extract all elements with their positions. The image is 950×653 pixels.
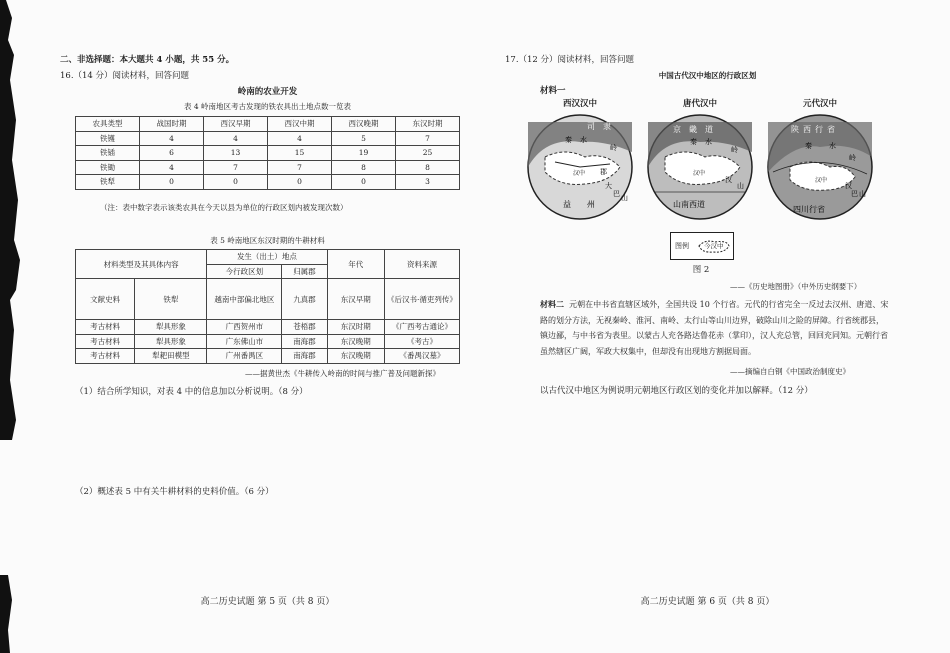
table-cell: 4 xyxy=(204,131,268,146)
map-label: 益 xyxy=(563,200,571,209)
table-header: 东汉时期 xyxy=(396,117,460,132)
table5-caption: 表 5 岭南地区东汉时期的牛耕材料 xyxy=(210,236,325,245)
map-label: 秦 xyxy=(565,136,572,144)
map-label: 汉中 xyxy=(815,177,828,184)
table-cell: 7 xyxy=(396,131,460,146)
map-label: 水 xyxy=(829,142,836,150)
table-cell: 4 xyxy=(140,131,204,146)
table-cell: 文献史料 xyxy=(76,279,135,320)
table-cell: 25 xyxy=(396,146,460,161)
map-label: 岭 xyxy=(731,146,738,154)
map-label: 山 xyxy=(621,194,628,202)
table-cell: 4 xyxy=(268,131,332,146)
table-header: 发生（出土）地点 xyxy=(207,250,327,265)
table-cell: 0 xyxy=(140,175,204,190)
map-western-han xyxy=(525,112,635,222)
table-header: 年代 xyxy=(327,250,384,279)
table-cell: 7 xyxy=(268,160,332,175)
table-cell: 犁具形象 xyxy=(135,320,207,335)
table-cell: 铁锄 xyxy=(76,160,140,175)
table-header: 西汉早期 xyxy=(204,117,268,132)
table4-caption: 表 4 岭南地区考古发现的铁农具出土地点数一览表 xyxy=(183,102,352,111)
table-cell: 0 xyxy=(332,175,396,190)
table-cell: 0 xyxy=(268,175,332,190)
question-16-1: （1）结合所学知识，对表 4 中的信息加以分析说明。（8 分） xyxy=(75,387,308,397)
map-title: 中国古代汉中地区的行政区划 xyxy=(658,71,757,80)
map-label: 水 xyxy=(705,138,712,146)
q16-header: 16.（14 分）阅读材料，回答问题 xyxy=(60,71,190,81)
map-label: 山 xyxy=(859,190,866,198)
table-cell: 《考古》 xyxy=(385,334,460,349)
table-header: 西汉晚期 xyxy=(332,117,396,132)
table-cell: 犁耙田模型 xyxy=(135,349,207,364)
section-title: 二、非选择题：本大题共 4 小题，共 55 分。 xyxy=(60,55,235,65)
table-header: 归属郡 xyxy=(282,264,327,279)
map-label: 汉 xyxy=(845,182,852,190)
map-label: 西 xyxy=(803,125,811,134)
table-cell: 东汉早期 xyxy=(327,279,384,320)
map-label: 司 xyxy=(587,122,595,131)
map-source: ——《历史地图册》（中外历史纲要下） xyxy=(730,282,862,291)
table4 xyxy=(75,116,460,190)
table-cell: 考古材料 xyxy=(76,334,135,349)
map-title-yuan: 元代汉中 xyxy=(802,99,837,109)
question-16-2: （2）概述表 5 中有关牛耕材料的史料价值。（6 分） xyxy=(75,487,274,497)
table-cell: 广西贺州市 xyxy=(207,320,282,335)
material2-text: 元朝在中书省直辖区域外，全国共设 10 个行省。元代的行省完全一反过去汉州、唐道、宋路的划分方法，无视秦岭、淮河、南岭、太行山等山川边界，破除山川之险的屏障。行省统郡县，镇边鄙，与中书省为表里。以蒙古人充各路达鲁花赤（掌印），汉人充总管，回回充同知。元朝行省虽然辖区广阔，军政大权集中，但却没有出现地方割据局面。 xyxy=(540,300,889,356)
table-row xyxy=(76,320,460,335)
table-cell: 东汉时期 xyxy=(327,320,384,335)
map-label: 秦 xyxy=(805,142,812,150)
map-label: 州 xyxy=(587,200,595,209)
map-label: 四川行省 xyxy=(793,205,825,214)
material2-paragraph xyxy=(540,297,890,359)
table-cell: 铁镬 xyxy=(76,131,140,146)
table-cell: 铁犁 xyxy=(135,279,207,320)
map-label: 大 xyxy=(605,182,612,190)
map-yuan xyxy=(765,112,875,222)
map-label: 汉中 xyxy=(573,170,586,177)
table-header: 今行政区划 xyxy=(207,264,282,279)
map-label: 汉 xyxy=(725,176,732,184)
left-page xyxy=(60,0,475,653)
table-row xyxy=(76,146,460,161)
table-header: 战国时期 xyxy=(140,117,204,132)
table-row xyxy=(76,279,460,320)
table-header: 材料类型及其具体内容 xyxy=(76,250,207,279)
table-cell: 《番禺汉墓》 xyxy=(385,349,460,364)
table-cell: 13 xyxy=(204,146,268,161)
table-cell: 广东佛山市 xyxy=(207,334,282,349)
table4-note: （注：表中数字表示该类农具在今天以县为单位的行政区划内被发现次数） xyxy=(100,203,348,212)
table-cell: 考古材料 xyxy=(76,349,135,364)
map-label: 巴 xyxy=(851,190,858,198)
table-cell: 7 xyxy=(204,160,268,175)
table-cell: 6 xyxy=(140,146,204,161)
table-cell: 南海郡 xyxy=(282,334,327,349)
table-cell: 东汉晚期 xyxy=(327,349,384,364)
table-cell: 《后汉书·循吏列传》 xyxy=(385,279,460,320)
table-cell: 南海郡 xyxy=(282,349,327,364)
table5-header-row xyxy=(76,250,460,265)
map-label: 秦 xyxy=(690,138,697,146)
legend-item: 今汉中 xyxy=(704,242,724,250)
table4-header-row xyxy=(76,117,460,132)
table-row xyxy=(76,131,460,146)
map-label: 省 xyxy=(827,125,835,134)
map-label: 山南西道 xyxy=(673,200,705,209)
map-label: 水 xyxy=(580,136,587,144)
table-cell: 东汉晚期 xyxy=(327,334,384,349)
table-cell: 0 xyxy=(204,175,268,190)
map-title-tang: 唐代汉中 xyxy=(682,99,717,109)
table-cell: 8 xyxy=(396,160,460,175)
table-cell: 越南中部偏北地区 xyxy=(207,279,282,320)
map-label: 京 xyxy=(673,125,681,134)
table-cell: 铁锸 xyxy=(76,146,140,161)
material1-label: 材料一 xyxy=(540,86,566,96)
table-cell: 考古材料 xyxy=(76,320,135,335)
map-tang xyxy=(645,112,755,222)
table-cell: 5 xyxy=(332,131,396,146)
figure-caption: 图 2 xyxy=(692,265,710,275)
table-cell: 3 xyxy=(396,175,460,190)
map-label: 行 xyxy=(815,125,823,134)
table-row xyxy=(76,334,460,349)
table-row xyxy=(76,175,460,190)
table-row xyxy=(76,349,460,364)
table-cell: 苍梧郡 xyxy=(282,320,327,335)
map-label: 汉中 xyxy=(693,170,706,177)
table-header: 农具类型 xyxy=(76,117,140,132)
table5-source: ——据黄世杰《牛耕传入岭南的时间与推广普及问题新探》 xyxy=(245,369,440,378)
map-label: 巴 xyxy=(613,190,620,198)
table-cell: 犁具形象 xyxy=(135,334,207,349)
map-label: 山 xyxy=(737,182,744,190)
table-cell: 九真郡 xyxy=(282,279,327,320)
table-cell: 铁犁 xyxy=(76,175,140,190)
right-page xyxy=(505,0,910,653)
subject-title: 岭南的农业开发 xyxy=(237,87,298,97)
table-row xyxy=(76,160,460,175)
page-footer: 高二历史试题 第 5 页（共 8 页） xyxy=(200,597,335,607)
map-label: 郡 xyxy=(600,168,607,176)
legend-label: 图例 xyxy=(675,242,689,250)
map-label: 岭 xyxy=(610,144,617,152)
table-cell: 广州番禺区 xyxy=(207,349,282,364)
map-label: 道 xyxy=(705,125,713,134)
table-header: 西汉中期 xyxy=(268,117,332,132)
map-legend xyxy=(670,232,734,260)
table-cell: 4 xyxy=(140,160,204,175)
table-cell: 8 xyxy=(332,160,396,175)
material2-label: 材料二 xyxy=(540,299,564,309)
q17-header: 17.（12 分）阅读材料，回答问题 xyxy=(505,55,635,65)
map-label: 畿 xyxy=(689,125,697,134)
table-header: 资料来源 xyxy=(385,250,460,279)
page-footer: 高二历史试题 第 6 页（共 8 页） xyxy=(640,597,775,607)
table5 xyxy=(75,249,460,364)
map-label: 陕 xyxy=(791,125,799,134)
map-title-western-han: 西汉汉中 xyxy=(562,99,597,109)
table-cell: 15 xyxy=(268,146,332,161)
question-17: 以古代汉中地区为例说明元朝地区行政区划的变化并加以解释。（12 分） xyxy=(540,386,813,396)
material2-source: ——摘编自白钢《中国政治制度史》 xyxy=(730,367,850,376)
scan-shadow-edge xyxy=(0,0,22,653)
table-cell: 《广西考古通论》 xyxy=(385,320,460,335)
map-label: 隶 xyxy=(603,122,611,131)
table-cell: 19 xyxy=(332,146,396,161)
map-label: 岭 xyxy=(849,154,856,162)
